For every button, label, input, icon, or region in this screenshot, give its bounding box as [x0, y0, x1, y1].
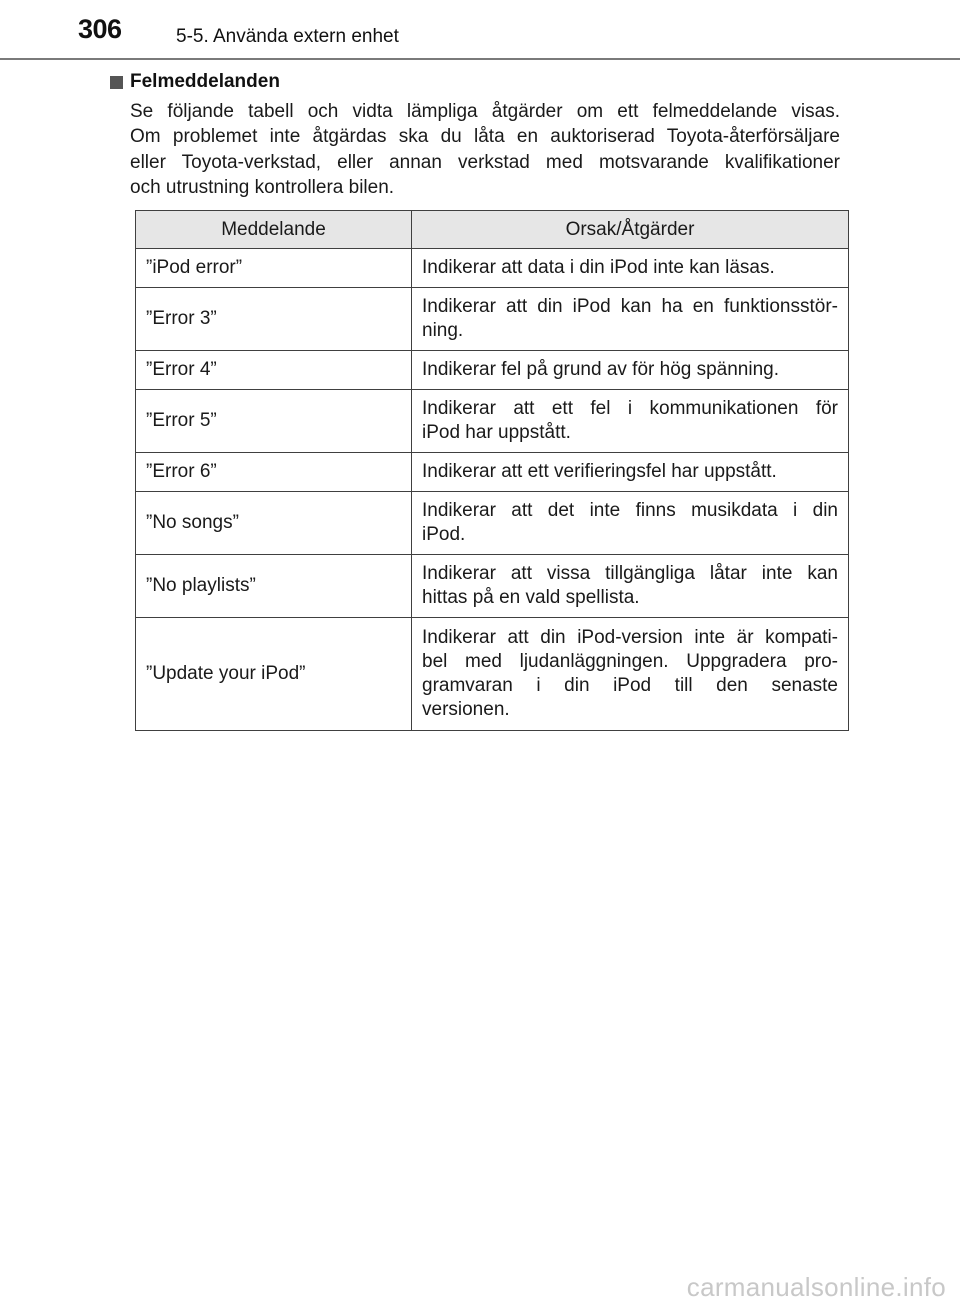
message-cell: ”iPod error” — [136, 249, 412, 288]
error-message-table — [135, 210, 849, 731]
table-row — [136, 390, 849, 453]
action-line: Indikerar fel på grund av för hög spänning. — [422, 359, 780, 380]
intro-line: Om problemet inte åtgärdas ska du låta en auktoriserad Toyota-återförsäljare — [130, 126, 840, 148]
header-divider — [0, 58, 960, 60]
action-line: Indikerar att vissa tillgängliga låtar inte kan — [422, 563, 838, 584]
message-cell: ”Error 3” — [136, 288, 412, 351]
message-cell: ”Error 5” — [136, 390, 412, 453]
table-row — [136, 288, 849, 351]
action-cell — [412, 390, 849, 453]
watermark: carmanualsonline.info — [686, 1272, 946, 1302]
action-line: Indikerar att ett verifieringsfel har uppstått. — [422, 461, 777, 482]
action-line: Indikerar att din iPod kan ha en funktionsstör- — [422, 296, 838, 317]
action-cell — [412, 492, 849, 555]
square-bullet-icon — [110, 76, 123, 89]
action-line: Indikerar att din iPod-version inte är kompati- — [422, 627, 838, 648]
message-cell: ”Update your iPod” — [136, 618, 412, 731]
action-line: Indikerar att det inte finns musikdata i din — [422, 500, 838, 521]
action-line: iPod. — [422, 524, 466, 545]
action-line: bel med ljudanläggningen. Uppgradera pro- — [422, 651, 838, 672]
chapter-title: 5-5. Använda extern enhet — [176, 26, 399, 47]
message-cell: ”Error 4” — [136, 351, 412, 390]
action-line: gramvaran i din iPod till den senaste — [422, 675, 838, 696]
action-cell — [412, 453, 849, 492]
intro-line: och utrustning kontrollera bilen. — [130, 176, 395, 198]
intro-paragraph — [130, 99, 840, 200]
message-cell: ”No playlists” — [136, 555, 412, 618]
action-cell — [412, 555, 849, 618]
intro-line: eller Toyota-verkstad, eller annan verkstad med motsvarande kvalifikationer — [130, 151, 840, 173]
table-row — [136, 555, 849, 618]
action-line: versionen. — [422, 699, 510, 720]
action-line: iPod har uppstått. — [422, 422, 571, 443]
page-number: 306 — [78, 14, 122, 44]
table-row — [136, 453, 849, 492]
table-row — [136, 492, 849, 555]
intro-line: Se följande tabell och vidta lämpliga åtgärder om ett felmeddelande visas. — [130, 101, 840, 122]
action-line: Indikerar att data i din iPod inte kan läsas. — [422, 257, 775, 278]
message-cell: ”No songs” — [136, 492, 412, 555]
table-header-row — [136, 211, 849, 249]
action-line: hittas på en vald spellista. — [422, 587, 640, 608]
table-row — [136, 249, 849, 288]
table-row — [136, 618, 849, 731]
action-line: Indikerar att ett fel i kommunikationen för — [422, 398, 838, 419]
action-cell — [412, 618, 849, 731]
column-header-action: Orsak/Åtgärder — [412, 211, 849, 249]
table-row — [136, 351, 849, 390]
action-cell — [412, 288, 849, 351]
column-header-message: Meddelande — [136, 211, 412, 249]
action-cell — [412, 249, 849, 288]
action-line: ning. — [422, 320, 464, 341]
message-cell: ”Error 6” — [136, 453, 412, 492]
action-cell — [412, 351, 849, 390]
section-heading — [110, 71, 280, 93]
section-title: Felmeddelanden — [130, 71, 280, 92]
